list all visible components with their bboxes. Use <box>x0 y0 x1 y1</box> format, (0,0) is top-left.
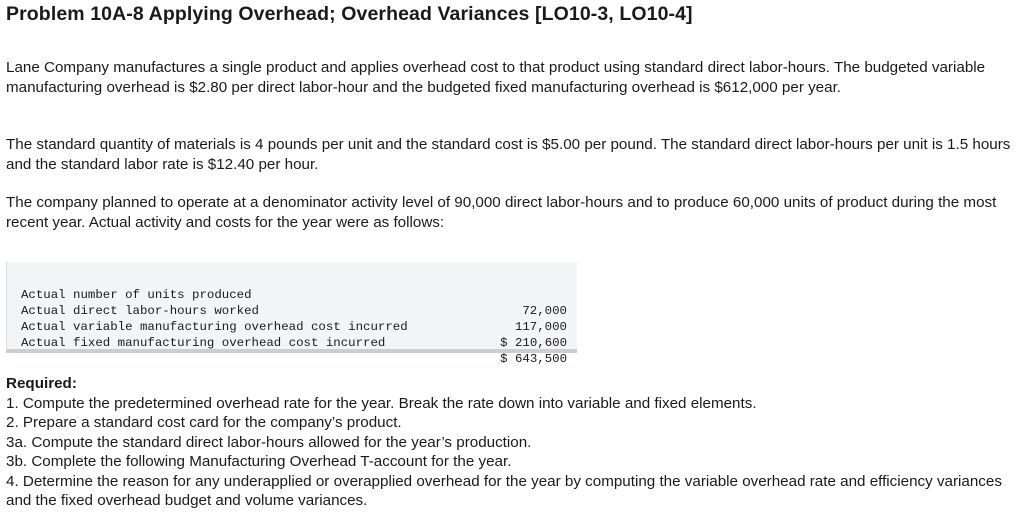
list-item: 2. Prepare a standard cost card for the company’s product. <box>6 414 402 431</box>
paragraph-standards: The standard quantity of materials is 4 pounds per unit and the standard cost is $5.00 per pound. The standard direct labor-hours per unit is 1.5 hours and the standard labor rate is $12.40 per hour. <box>6 136 1011 173</box>
row-value: 117,000 <box>514 320 567 334</box>
list-item: 3a. Compute the standard direct labor-hours allowed for the year’s production. <box>6 433 532 451</box>
required-section <box>6 374 1020 511</box>
required-heading: Required: <box>6 375 77 392</box>
row-label: Actual fixed manufacturing overhead cost incurred <box>21 336 386 350</box>
row-label: Actual variable manufacturing overhead cost incurred <box>21 320 408 334</box>
row-value: $ 210,600 <box>500 336 567 350</box>
paragraph-company-description: Lane Company manufactures a single product and applies overhead cost to that product using standard direct labor-hours. The budgeted variable manufacturing overhead is $2.80 per direct labor-hour and the budgeted fixed manufacturing overhead is $612,000 per year. <box>6 59 986 96</box>
list-item: 1. Compute the predetermined overhead rate for the year. Break the rate down into variable and fixed elements. <box>6 394 757 412</box>
row-label: Actual number of units produced <box>21 288 252 302</box>
list-item: 4. Determine the reason for any underapplied or overapplied overhead for the year by computing the variable overhead rate and efficiency variances and the fixed overhead budget and volume variances. <box>6 472 1002 509</box>
row-value: $ 643,500 <box>500 352 567 366</box>
required-list <box>6 394 1020 511</box>
list-item: 3b. Complete the following Manufacturing Overhead T-account for the year. <box>6 453 512 470</box>
problem-title: Problem 10A-8 Applying Overhead; Overhead Variances [LO10-3, LO10-4] <box>6 3 693 25</box>
row-value: 72,000 <box>522 304 567 318</box>
actual-activity-table <box>6 262 577 366</box>
row-label: Actual direct labor-hours worked <box>21 304 259 318</box>
paragraph-actual-activity: The company planned to operate at a denominator activity level of 90,000 direct labor-hours and to produce 60,000 units of product during the most recent year. Actual activity and costs for the year were as follows: <box>6 194 997 231</box>
